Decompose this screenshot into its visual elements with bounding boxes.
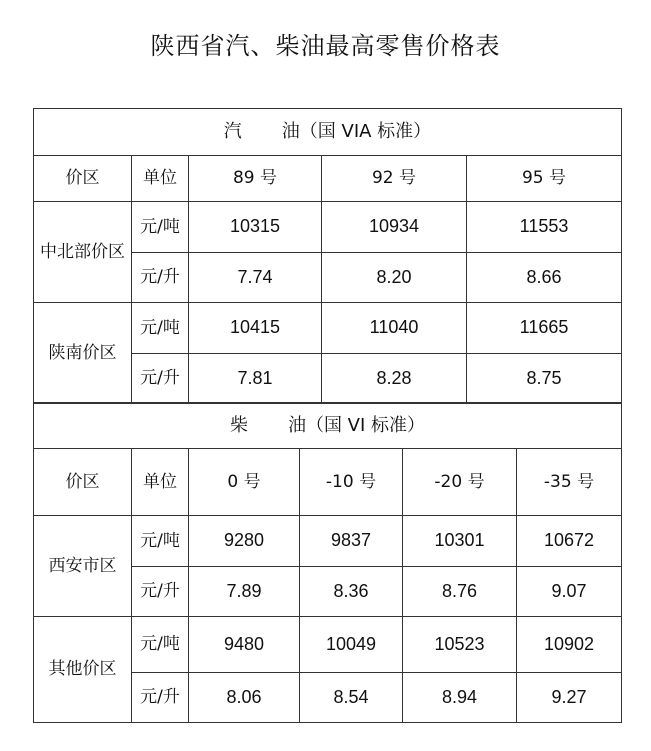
gasoline-col-region: 价区 bbox=[34, 156, 132, 202]
price-cell: 10902 bbox=[517, 617, 622, 673]
price-cell: 8.06 bbox=[189, 673, 300, 723]
price-cell: 8.75 bbox=[467, 354, 622, 404]
price-cell: 8.28 bbox=[322, 354, 467, 404]
gasoline-section-header-row bbox=[34, 109, 622, 156]
diesel-label: 柴 bbox=[229, 414, 248, 436]
price-cell: 11040 bbox=[322, 303, 467, 354]
price-cell: 7.81 bbox=[189, 354, 322, 404]
price-cell: 10934 bbox=[322, 202, 467, 253]
gasoline-section-header bbox=[34, 109, 622, 156]
price-cell: 8.66 bbox=[467, 253, 622, 303]
price-cell: 10415 bbox=[189, 303, 322, 354]
diesel-col-unit: 单位 bbox=[132, 449, 189, 516]
unit-cell: 元/升 bbox=[132, 253, 189, 303]
price-cell: 7.89 bbox=[189, 567, 300, 617]
region-name: 其他价区 bbox=[34, 617, 132, 723]
gasoline-grade-92: 92 号 bbox=[322, 156, 467, 202]
price-cell: 11553 bbox=[467, 202, 622, 253]
price-cell: 10301 bbox=[403, 516, 517, 567]
diesel-grade-0: 0 号 bbox=[189, 449, 300, 516]
price-cell: 8.54 bbox=[300, 673, 403, 723]
gasoline-label-2: 油 bbox=[281, 121, 300, 143]
unit-cell: 元/升 bbox=[132, 354, 189, 404]
price-cell: 11665 bbox=[467, 303, 622, 354]
diesel-section-header bbox=[34, 403, 622, 449]
region-name: 陕南价区 bbox=[34, 303, 132, 404]
price-cell: 8.94 bbox=[403, 673, 517, 723]
price-cell: 9837 bbox=[300, 516, 403, 567]
price-cell: 9480 bbox=[189, 617, 300, 673]
table-row bbox=[34, 617, 622, 673]
price-cell: 10523 bbox=[403, 617, 517, 673]
price-cell: 9.07 bbox=[517, 567, 622, 617]
region-name: 中北部价区 bbox=[34, 202, 132, 303]
unit-cell: 元/升 bbox=[132, 673, 189, 723]
gasoline-price-table bbox=[33, 108, 622, 404]
diesel-grade-minus20: -20 号 bbox=[403, 449, 517, 516]
diesel-column-header-row bbox=[34, 449, 622, 516]
gasoline-label: 汽 bbox=[223, 121, 242, 143]
price-cell: 10315 bbox=[189, 202, 322, 253]
price-cell: 10672 bbox=[517, 516, 622, 567]
diesel-standard: （国 VI 标准） bbox=[305, 414, 426, 436]
table-row bbox=[34, 303, 622, 354]
price-cell: 10049 bbox=[300, 617, 403, 673]
table-row bbox=[34, 202, 622, 253]
price-cell: 9.27 bbox=[517, 673, 622, 723]
gasoline-column-header-row bbox=[34, 156, 622, 202]
price-cell: 8.36 bbox=[300, 567, 403, 617]
price-cell: 7.74 bbox=[189, 253, 322, 303]
unit-cell: 元/升 bbox=[132, 567, 189, 617]
diesel-col-region: 价区 bbox=[34, 449, 132, 516]
gasoline-col-unit: 单位 bbox=[132, 156, 189, 202]
region-name: 西安市区 bbox=[34, 516, 132, 617]
gasoline-standard: （国 VIA 标准） bbox=[299, 121, 432, 143]
unit-cell: 元/吨 bbox=[132, 516, 189, 567]
diesel-grade-minus35: -35 号 bbox=[517, 449, 622, 516]
unit-cell: 元/吨 bbox=[132, 202, 189, 253]
gasoline-grade-95: 95 号 bbox=[467, 156, 622, 202]
diesel-price-table bbox=[33, 402, 622, 723]
unit-cell: 元/吨 bbox=[132, 617, 189, 673]
diesel-grade-minus10: -10 号 bbox=[300, 449, 403, 516]
price-cell: 9280 bbox=[189, 516, 300, 567]
gasoline-grade-89: 89 号 bbox=[189, 156, 322, 202]
price-cell: 8.20 bbox=[322, 253, 467, 303]
unit-cell: 元/吨 bbox=[132, 303, 189, 354]
diesel-label-2: 油 bbox=[287, 414, 306, 436]
diesel-section-header-row bbox=[34, 403, 622, 449]
price-cell: 8.76 bbox=[403, 567, 517, 617]
table-row bbox=[34, 516, 622, 567]
page-title: 陕西省汽、柴油最高零售价格表 bbox=[150, 32, 501, 60]
